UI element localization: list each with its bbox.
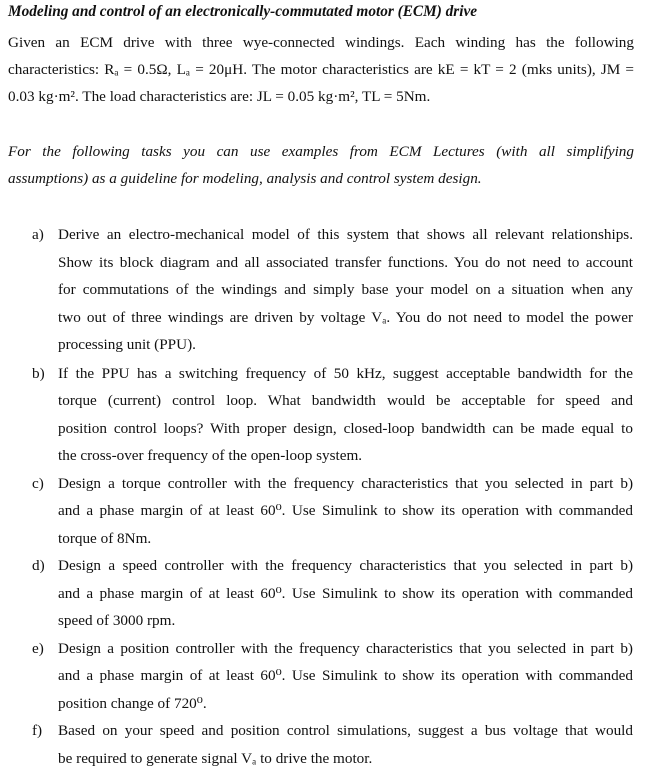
- intro-line: 0.03 kg·m². The load characteristics are: JL = 0.05 kg·m², TL = 5Nm.: [8, 88, 431, 105]
- intro-line: Given an ECM drive with three wye-connected windings. Each winding has the following: [8, 34, 634, 51]
- task-line: and a phase margin of at least 60⁰. Use Simulink to show its operation with commanded: [58, 584, 633, 602]
- task-label: c): [32, 474, 44, 492]
- task-line: Based on your speed and position control simulations, suggest a bus voltage that would: [58, 722, 633, 739]
- task-label: d): [32, 557, 45, 574]
- task-line: position change of 720⁰.: [58, 694, 207, 712]
- task-line: speed of 3000 rpm.: [58, 612, 176, 629]
- intro-paragraph: [8, 29, 634, 110]
- task-body: [58, 470, 633, 553]
- task-d: [0, 552, 648, 635]
- task-line: If the PPU has a switching frequency of 50 kHz, suggest acceptable bandwidth for the: [58, 364, 633, 382]
- task-a: [0, 221, 648, 359]
- task-label: a): [32, 226, 44, 243]
- note-line: assumptions) as a guideline for modeling, analysis and control system design.: [8, 170, 482, 187]
- task-line: Design a position controller with the frequency characteristics that you selected in part b): [58, 639, 633, 657]
- task-body: [58, 552, 633, 635]
- task-line: Design a torque controller with the frequency characteristics that you selected in part b): [58, 474, 633, 492]
- task-c: [0, 470, 648, 553]
- task-line: position control loops? With proper design, closed-loop bandwidth can be made equal to: [58, 419, 633, 437]
- task-line: be required to generate signal Vₐ to drive the motor.: [58, 749, 373, 767]
- task-line: Show its block diagram and all associated transfer functions. You do not need to account: [58, 253, 633, 271]
- task-line: torque of 8Nm.: [58, 529, 152, 547]
- task-body: [58, 717, 633, 772]
- document-title: Modeling and control of an electronically-commutated motor (ECM) drive: [8, 3, 478, 20]
- task-line: for commutations of the windings and simply base your model on a situation when any: [58, 281, 633, 298]
- task-f: [0, 717, 648, 772]
- task-body: [58, 360, 633, 470]
- intro-line: characteristics: Rₐ = 0.5Ω, Lₐ = 20μH. The motor characteristics are kE = kT = 2 (mks units), JM =: [8, 61, 634, 78]
- note-line: For the following tasks you can use examples from ECM Lectures (with all simplifying: [8, 143, 634, 160]
- guideline-note: [8, 138, 634, 192]
- task-line: the cross-over frequency of the open-loop system.: [58, 447, 363, 464]
- task-b: [0, 360, 648, 470]
- task-body: [58, 221, 633, 359]
- task-body: [58, 635, 633, 718]
- task-line: processing unit (PPU).: [58, 336, 196, 353]
- task-label: b): [32, 364, 45, 382]
- task-line: Design a speed controller with the frequency characteristics that you selected in part b): [58, 557, 633, 574]
- task-line: Derive an electro-mechanical model of this system that shows all relevant relationships.: [58, 226, 633, 243]
- task-label: f): [32, 722, 43, 739]
- task-line: torque (current) control loop. What bandwidth would be acceptable for speed and: [58, 392, 633, 409]
- task-list: [0, 221, 648, 772]
- task-label: e): [32, 639, 44, 657]
- task-line: two out of three windings are driven by voltage Vₐ. You do not need to model the power: [58, 308, 633, 326]
- task-line: and a phase margin of at least 60⁰. Use Simulink to show its operation with commanded: [58, 502, 633, 519]
- task-e: [0, 635, 648, 718]
- task-line: and a phase margin of at least 60⁰. Use Simulink to show its operation with commanded: [58, 667, 633, 684]
